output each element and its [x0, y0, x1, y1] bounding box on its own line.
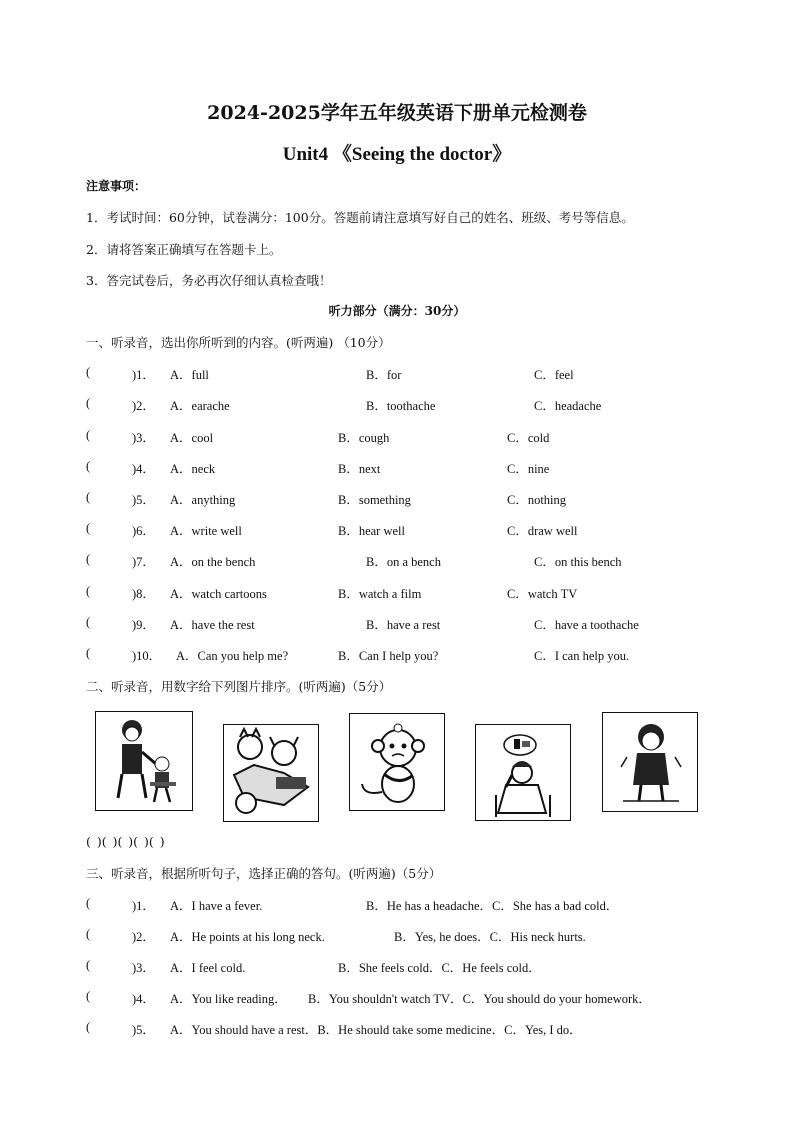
listening-section-header: 听力部分（满分：30分） — [328, 304, 466, 318]
option-c: C．headache — [534, 399, 602, 413]
animals-computer-illustration — [224, 725, 318, 821]
option-b: B．next — [338, 462, 381, 476]
picture-cold — [602, 712, 698, 812]
option-b: B．something — [338, 493, 411, 507]
option-c: C．draw well — [507, 524, 578, 538]
toothache-illustration — [476, 725, 570, 820]
option-a: A．I feel cold. — [170, 961, 246, 975]
option-bc: B．He has a headache．C．She has a bad cold． — [366, 899, 619, 913]
answer-paren[interactable]: ( — [86, 927, 91, 941]
option-a: A．on the bench — [170, 555, 256, 569]
option-a: A．write well — [170, 524, 242, 538]
picture-mother-and-child — [95, 711, 193, 811]
answer-paren[interactable]: ( — [86, 365, 91, 379]
answer-paren[interactable]: ( — [86, 396, 91, 410]
section3-title: 三、听录音，根据所听句子，选择正确的答句。(听两遍)（5分） — [86, 866, 442, 881]
answer-paren[interactable]: ( — [86, 490, 91, 504]
option-b: B．toothache — [366, 399, 436, 413]
monkey-illustration — [350, 714, 444, 810]
note-item: 2．请将答案正确填写在答题卡上。 — [86, 242, 282, 257]
option-c: C．nine — [507, 462, 550, 476]
option-bc: B．You shouldn't watch TV．C．You should do your homework． — [308, 992, 651, 1006]
option-b: B．have a rest — [366, 618, 441, 632]
option-bc: B．Yes, he does．C．His neck hurts. — [394, 930, 586, 944]
option-c: C．watch TV — [507, 587, 578, 601]
option-c: C．cold — [507, 431, 550, 445]
mother-child-illustration — [96, 712, 192, 810]
option-b: B．hear well — [338, 524, 405, 538]
option-a: A．neck — [170, 462, 216, 476]
option-abc: A．You should have a rest．B．He should take some medicine．C．Yes, I do． — [170, 1023, 582, 1037]
option-a: A．earache — [170, 399, 230, 413]
option-a: A．watch cartoons — [170, 587, 267, 601]
option-a: A．have the rest — [170, 618, 255, 632]
page-subtitle: Unit4 《Seeing the doctor》 — [282, 144, 512, 165]
section2-title: 二、听录音，用数字给下列图片排序。(听两遍)（5分） — [86, 679, 392, 694]
option-b: B．Can I help you? — [338, 649, 439, 663]
picture-toothache — [475, 724, 571, 821]
picture-animals-computer — [223, 724, 319, 822]
option-b: B．watch a film — [338, 587, 422, 601]
note-item: 1．考试时间：60分钟，试卷满分：100分。答题前请注意填写好自己的姓名、班级、考号等信息。 — [86, 210, 634, 225]
option-c: C．have a toothache — [534, 618, 639, 632]
ordering-answer-blanks[interactable]: ( )( )( )( )( ) — [86, 834, 165, 849]
option-c: C．on this bench — [534, 555, 622, 569]
option-a: A．cool — [170, 431, 214, 445]
option-a: A．Can you help me? — [176, 649, 289, 663]
option-a: A．I have a fever. — [170, 899, 263, 913]
option-b: B．for — [366, 368, 402, 382]
option-a: A．full — [170, 368, 209, 382]
answer-paren[interactable]: ( — [86, 646, 91, 660]
option-b: B．cough — [338, 431, 390, 445]
answer-paren[interactable]: ( — [86, 521, 91, 535]
option-bc: B．She feels cold．C．He feels cold． — [338, 961, 541, 975]
answer-paren[interactable]: ( — [86, 552, 91, 566]
section1-title: 一、听录音，选出你所听到的内容。(听两遍) （10分） — [86, 335, 391, 350]
page-title: 2024-2025学年五年级英语下册单元检测卷 — [207, 102, 587, 124]
option-c: C．feel — [534, 368, 574, 382]
answer-paren[interactable]: ( — [86, 459, 91, 473]
picture-monkey — [349, 713, 445, 811]
answer-paren[interactable]: ( — [86, 584, 91, 598]
option-a: A．anything — [170, 493, 236, 507]
option-c: C．nothing — [507, 493, 567, 507]
answer-paren[interactable]: ( — [86, 989, 91, 1003]
cold-illustration — [603, 713, 697, 811]
answer-paren[interactable]: ( — [86, 615, 91, 629]
answer-paren[interactable]: ( — [86, 958, 91, 972]
answer-paren[interactable]: ( — [86, 428, 91, 442]
notes-heading: 注意事项： — [86, 179, 147, 193]
option-c: C．I can help you. — [534, 649, 630, 663]
option-a: A．He points at his long neck. — [170, 930, 325, 944]
option-a: A．You like reading． — [170, 992, 287, 1006]
answer-paren[interactable]: ( — [86, 1020, 91, 1034]
answer-paren[interactable]: ( — [86, 896, 91, 910]
note-item: 3．答完试卷后，务必再次仔细认真检查哦！ — [86, 273, 332, 288]
option-b: B．on a bench — [366, 555, 441, 569]
